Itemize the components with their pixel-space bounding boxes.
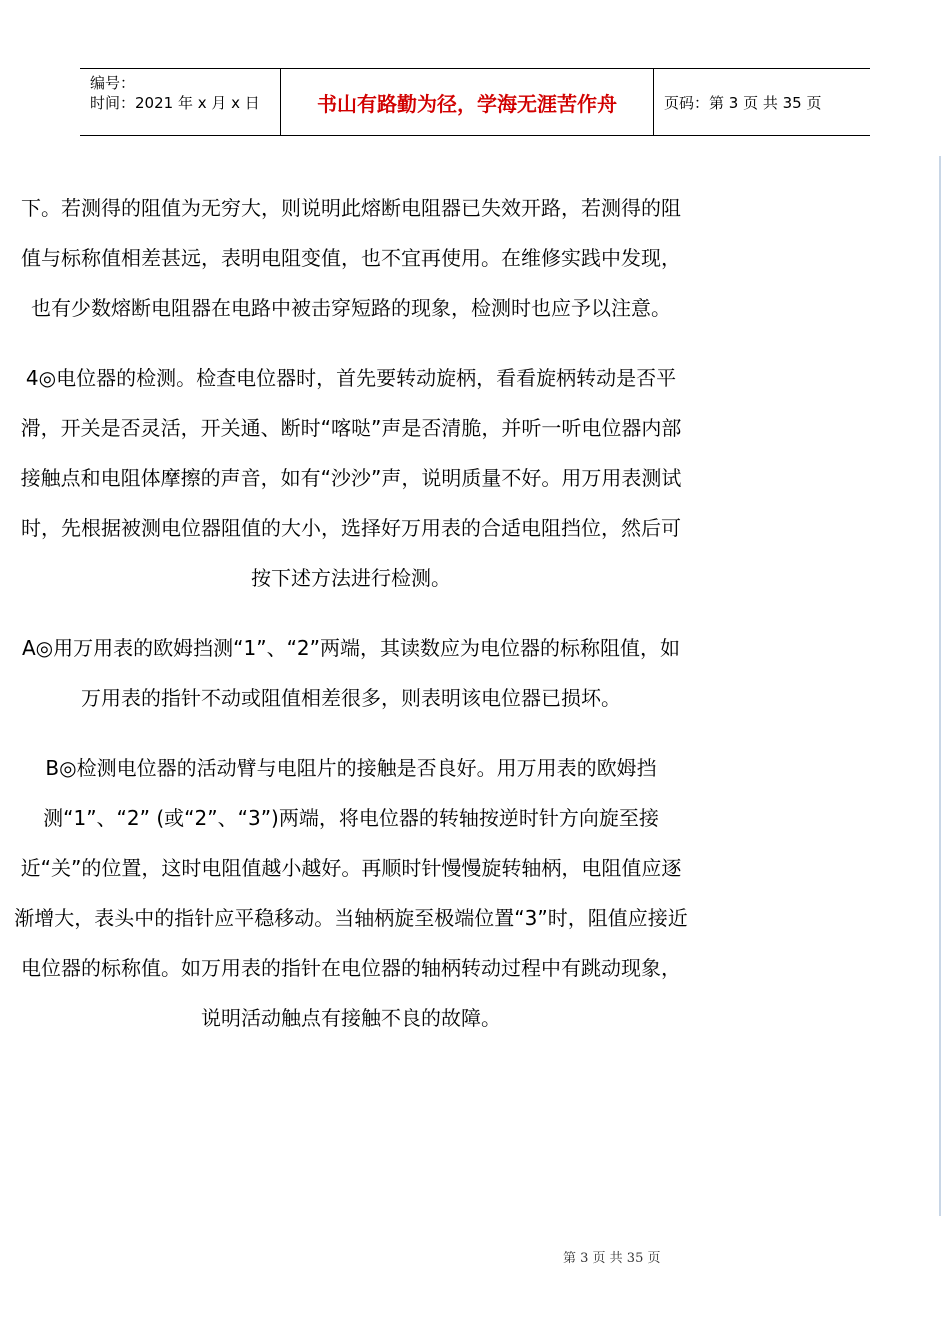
paragraph-step-b: B◎检测电位器的活动臂与电阻片的接触是否良好。用万用表的欧姆挡测“1”、“2” (或“2”、“3”)两端，将电位器的转轴按逆时针方向旋至接近“关”的位置，这时电阻值越小越好。再顺时针慢慢旋转轴柄，电阻值应逐渐增大，表头中的指针应平稳移动。当轴柄旋至极端位置“3”时，阻值应接近电位器的标称值。如万用表的指针在电位器的轴柄转动过程中有跳动现象，说明活动触点有接触不良的故障。 <box>14 756 688 1030</box>
header-meta <box>80 69 281 135</box>
paragraph-step-a: A◎用万用表的欧姆挡测“1”、“2”两端，其读数应为电位器的标称阻值，如万用表的指针不动或阻值相差很多，则表明该电位器已损坏。 <box>21 636 681 710</box>
header-page-label: 页码：第 3 页 共 35 页 <box>664 93 822 112</box>
paragraph-potentiometer-check: 4◎电位器的检测。检查电位器时，首先要转动旋柄，看看旋柄转动是否平滑，开关是否灵活，开关通、断时“喀哒”声是否清脆，并听一听电位器内部接触点和电阻体摩擦的声音，如有“沙沙”声，说明质量不好。用万用表测试时，先根据被测电位器阻值的大小，选择好万用表的合适电阻挡位，然后可按下述方法进行检测。 <box>20 366 682 590</box>
document-body <box>14 183 688 1063</box>
date-label: 时间：2021 年 x 月 x 日 <box>90 94 260 112</box>
footer-page-number: 第 3 页 共 35 页 <box>563 1251 661 1266</box>
paragraph-fuse-resistor: 下。若测得的阻值为无穷大，则说明此熔断电阻器已失效开路，若测得的阻值与标称值相差甚远，表明电阻变值，也不宜再使用。在维修实践中发现，也有少数熔断电阻器在电路中被击穿短路的现象，检测时也应予以注意。 <box>21 196 681 320</box>
header-motto: 书山有路勤为径，学海无涯苦作舟 <box>281 69 654 135</box>
page-header <box>80 68 870 136</box>
number-label: 编号： <box>90 74 136 92</box>
right-margin-rule <box>939 156 941 1216</box>
